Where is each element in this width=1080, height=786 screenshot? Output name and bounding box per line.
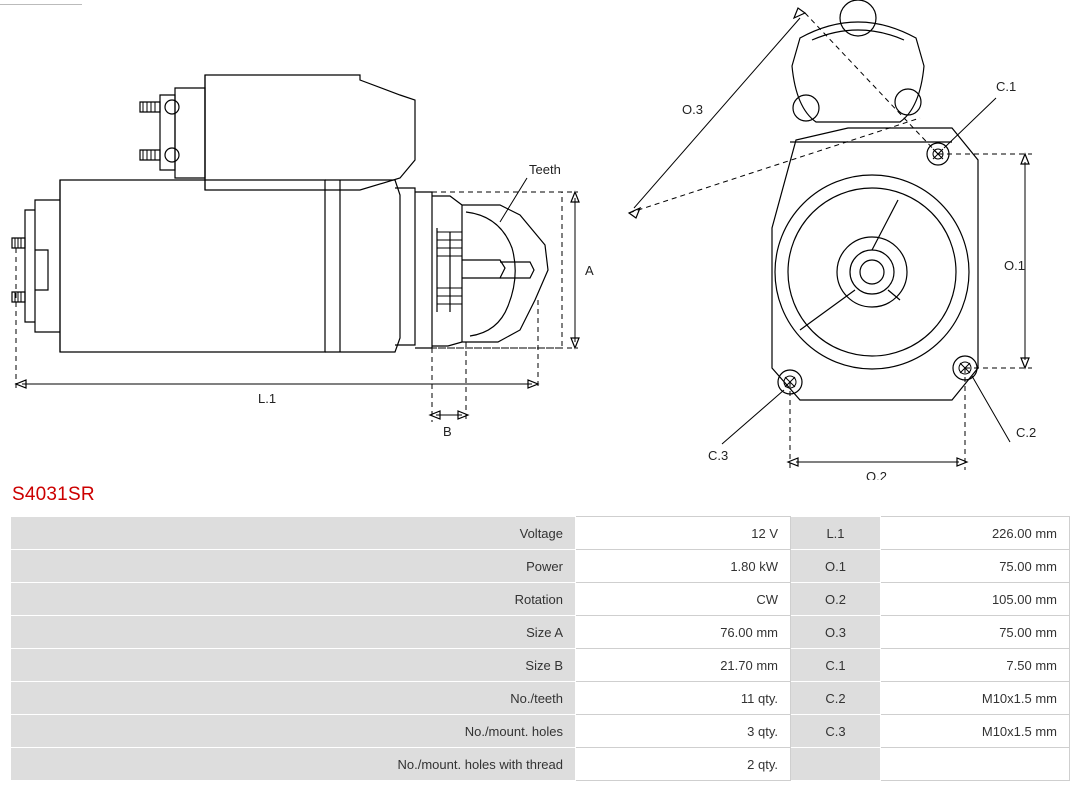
label-o3: O.3 (682, 102, 703, 117)
table-row (11, 583, 1070, 616)
spec-value: CW (576, 583, 791, 616)
label-l1: L.1 (258, 391, 277, 406)
label-c3: C.3 (708, 448, 729, 463)
spec-label: No./mount. holes with thread (11, 748, 576, 781)
label-c1: C.1 (996, 79, 1017, 94)
dim-label: C.1 (791, 649, 881, 682)
spec-label: Voltage (11, 517, 576, 550)
label-o1: O.1 (1004, 258, 1025, 273)
spec-label: Power (11, 550, 576, 583)
spec-value: 1.80 kW (576, 550, 791, 583)
spec-value: 76.00 mm (576, 616, 791, 649)
spec-label: No./teeth (11, 682, 576, 715)
dim-label: L.1 (791, 517, 881, 550)
dim-value (881, 748, 1070, 781)
spec-label: Rotation (11, 583, 576, 616)
spec-value: 12 V (576, 517, 791, 550)
spec-label: No./mount. holes (11, 715, 576, 748)
spec-value: 11 qty. (576, 682, 791, 715)
spec-label: Size A (11, 616, 576, 649)
dim-value: 75.00 mm (881, 550, 1070, 583)
table-row (11, 649, 1070, 682)
starter-front-view (629, 0, 1036, 480)
label-c2: C.2 (1016, 425, 1037, 440)
table-row (11, 616, 1070, 649)
table-row (11, 715, 1070, 748)
spec-label: Size B (11, 649, 576, 682)
starter-side-view (12, 75, 594, 439)
dim-value: 105.00 mm (881, 583, 1070, 616)
spec-value: 2 qty. (576, 748, 791, 781)
table-row (11, 550, 1070, 583)
dim-value: 226.00 mm (881, 517, 1070, 550)
dim-label: C.3 (791, 715, 881, 748)
dim-label: O.2 (791, 583, 881, 616)
spec-value: 21.70 mm (576, 649, 791, 682)
label-teeth: Teeth (529, 162, 561, 177)
dim-value: 75.00 mm (881, 616, 1070, 649)
spec-value: 3 qty. (576, 715, 791, 748)
dim-label: O.1 (791, 550, 881, 583)
label-a: A (585, 263, 594, 278)
dim-value: 7.50 mm (881, 649, 1070, 682)
dim-label (791, 748, 881, 781)
label-o2: O.2 (866, 469, 887, 480)
specification-table (10, 516, 1070, 781)
dim-value: M10x1.5 mm (881, 715, 1070, 748)
table-row (11, 682, 1070, 715)
dim-value: M10x1.5 mm (881, 682, 1070, 715)
dim-label: C.2 (791, 682, 881, 715)
part-code: S4031SR (12, 484, 95, 505)
label-b: B (443, 424, 452, 439)
table-row (11, 517, 1070, 550)
table-row (11, 748, 1070, 781)
dim-label: O.3 (791, 616, 881, 649)
